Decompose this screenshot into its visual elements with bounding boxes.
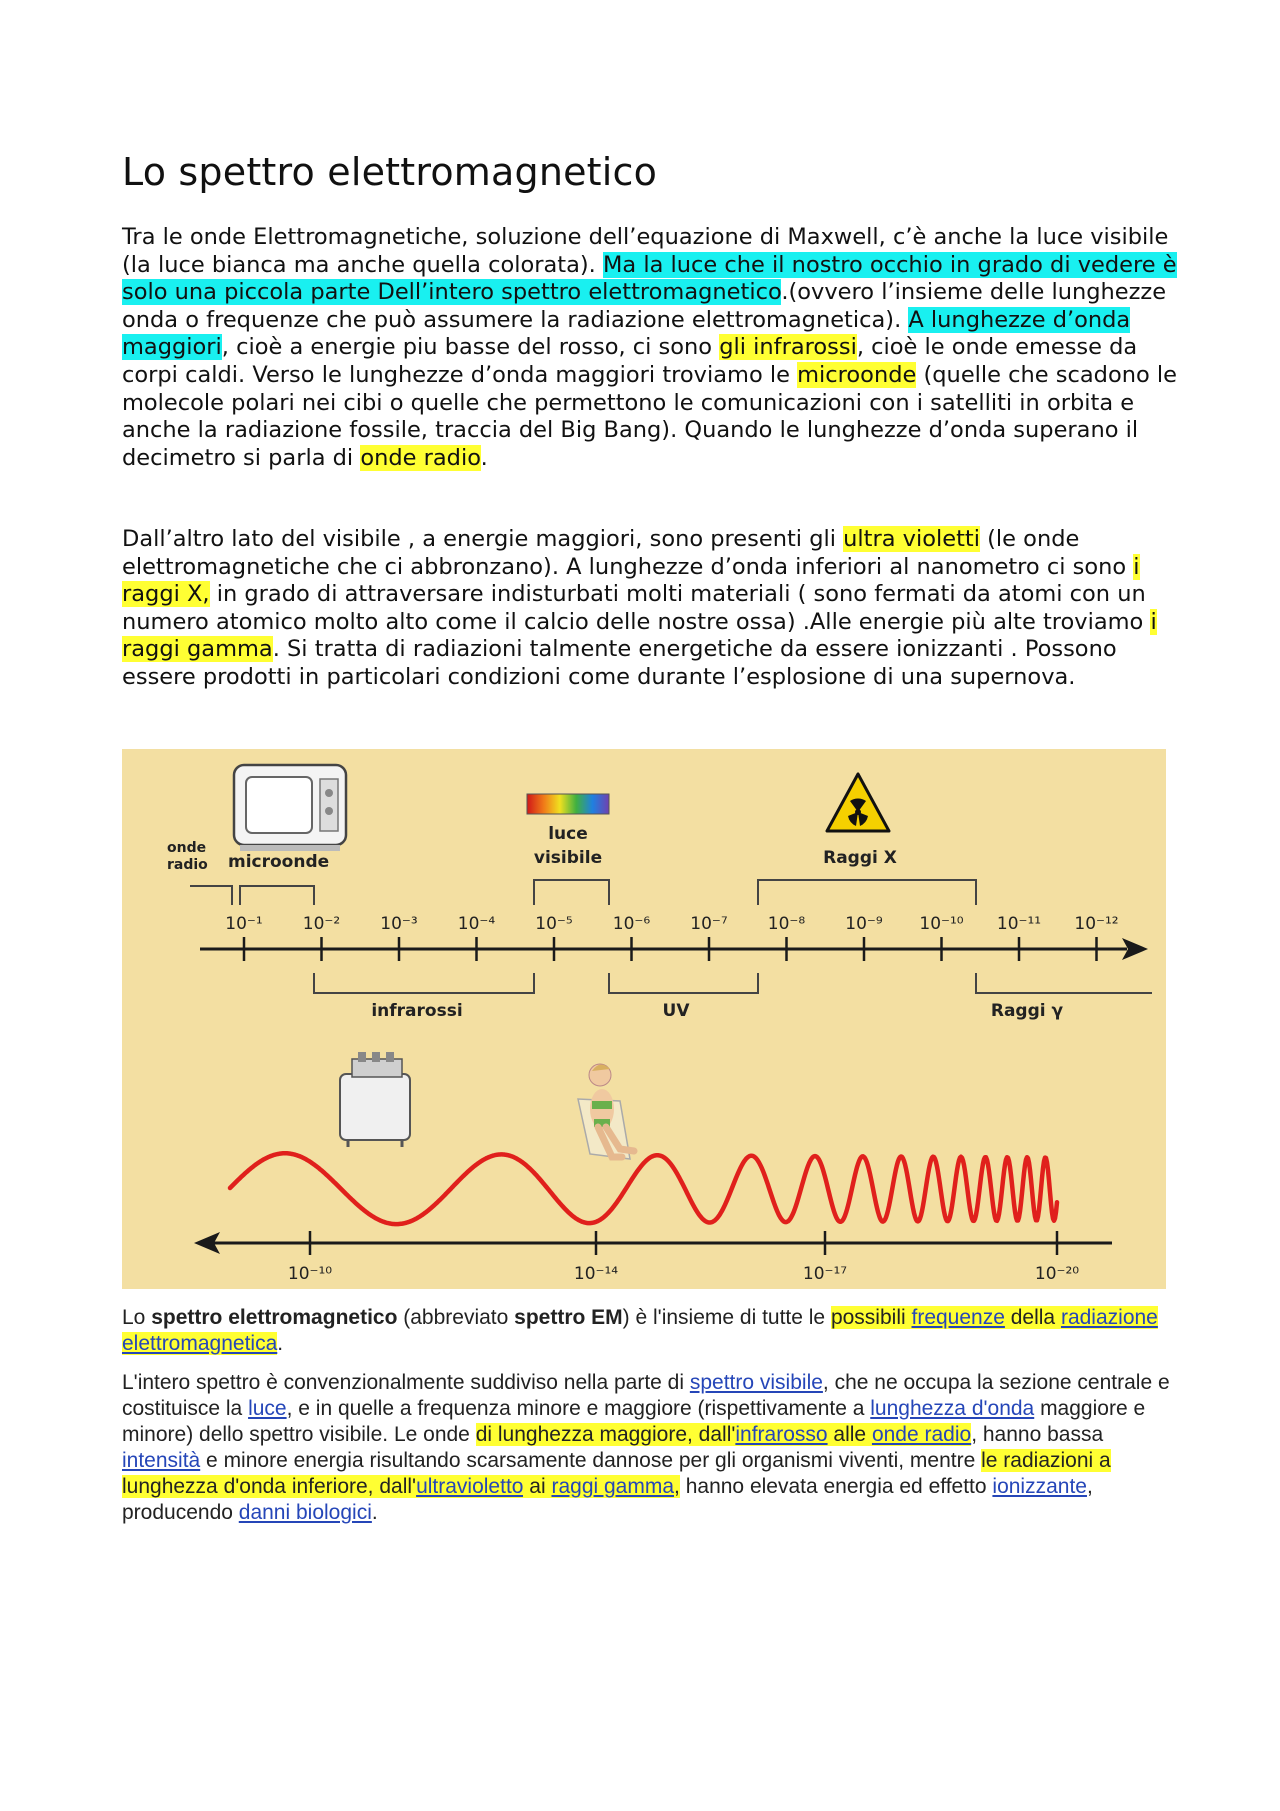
highlight-yellow: ultra violetti: [843, 526, 980, 552]
link-luce[interactable]: luce: [248, 1397, 287, 1420]
highlight-yellow: le radiazioni a lunghezza d'onda inferiore, dall': [122, 1449, 1111, 1498]
link-lunghezza-onda[interactable]: lunghezza d'onda: [870, 1397, 1035, 1420]
link-frequenze[interactable]: frequenze: [911, 1306, 1005, 1329]
top-axis-tick-label: 10⁻¹⁰: [919, 914, 964, 934]
highlight-yellow: onde radio: [360, 444, 481, 471]
top-axis-tick-label: 10⁻²: [302, 914, 341, 934]
top-axis-tick-label: 10⁻⁸: [767, 914, 806, 934]
label-onde-radio-2: radio: [167, 857, 208, 873]
highlight-yellow: i raggi X,: [122, 553, 1140, 608]
top-axis-tick-label: 10⁻⁹: [845, 914, 883, 934]
label-onde-radio-1: onde: [167, 840, 207, 856]
label-luce: luce: [548, 824, 588, 844]
link-infrarosso[interactable]: infrarosso: [735, 1423, 828, 1446]
top-axis-tick-label: 10⁻³: [380, 914, 418, 934]
text-span: e minore energia risultando scarsamente dannose per gli organismi viventi, mentre: [200, 1449, 982, 1472]
link-onde-radio[interactable]: onde radio: [871, 1423, 972, 1446]
bottom-axis-tick-label: 10⁻¹⁷: [802, 1264, 848, 1284]
highlight-yellow: ,: [674, 1475, 680, 1498]
bold-term: spettro elettromagnetico: [151, 1306, 398, 1329]
top-axis-tick-label: 10⁻⁷: [690, 914, 728, 934]
visible-color-bar-icon: [527, 794, 609, 814]
text-span: , e in quelle a frequenza minore e maggiore (rispettivamente a: [286, 1397, 871, 1420]
bottom-axis-tick-label: 10⁻¹⁴: [573, 1264, 619, 1284]
highlight-cyan: A lunghezze d’onda maggiori: [122, 306, 1131, 361]
highlight-yellow: di lunghezza maggiore, dall': [475, 1423, 736, 1446]
text-span: . Si tratta di radiazioni talmente energetiche da essere ionizzanti . Possono essere prodotti in particolari condizioni come durante l’esplosione di una supernova.: [122, 636, 1117, 690]
text-span: Lo: [122, 1306, 152, 1329]
microwave-icon: [234, 765, 346, 851]
label-raggi-gamma: Raggi γ: [990, 1001, 1064, 1021]
top-axis-tick-label: 10⁻⁵: [535, 914, 573, 934]
top-axis-tick-label: 10⁻⁶: [612, 914, 651, 934]
text-span: in grado di attraversare indisturbati molti materiali ( sono fermati da atomi con un numero atomico molto alto come il calcio delle nostre ossa) .Alle energie più alte troviamo: [122, 581, 1151, 635]
text-span: , cioè le onde emesse da corpi caldi. Verso le lunghezze d’onda maggiori troviamo le: [122, 334, 1138, 388]
text-span: (abbreviato: [397, 1306, 515, 1329]
highlight-yellow: alle: [827, 1423, 872, 1446]
bottom-axis-tick-label: 10⁻²⁰: [1034, 1264, 1080, 1284]
text-span: .: [277, 1332, 284, 1355]
highlight-yellow: i raggi gamma: [122, 608, 1157, 663]
text-span: (quelle che scadono le molecole polari nei cibi o quelle che permettono le comunicazioni con i satelliti in orbita e anche la radiazione fossile, traccia del Big Bang). Quando le lunghezze d’onda superano il decimetro si parla di: [122, 361, 1177, 471]
top-axis-tick-label: 10⁻¹¹: [996, 914, 1042, 934]
highlight-yellow: della: [1004, 1306, 1061, 1329]
link-danni-biologici[interactable]: danni biologici: [238, 1501, 372, 1524]
label-infrarossi: infrarossi: [371, 1001, 463, 1021]
top-axis-tick-label: 10⁻⁴: [457, 914, 496, 934]
link-radiazione-elettromagnetica[interactable]: radiazione elettromagnetica: [122, 1306, 1158, 1355]
top-axis-tick-label: 10⁻¹: [225, 914, 263, 934]
text-span: .: [480, 444, 488, 471]
link-raggi-gamma[interactable]: raggi gamma: [551, 1475, 675, 1498]
label-microonde: microonde: [228, 852, 330, 872]
wiki-definition: [122, 1305, 1182, 1357]
text-span: , producendo: [122, 1475, 1093, 1524]
text-span: , che ne occupa la sezione centrale e costituisce la: [122, 1371, 1170, 1420]
spectrum-figure: [122, 749, 1166, 1289]
highlight-yellow: microonde: [797, 361, 917, 388]
highlight-yellow: ai: [523, 1475, 552, 1498]
text-span: Dall’altro lato del visibile , a energie maggiori, sono presenti gli: [122, 526, 844, 552]
label-uv: UV: [662, 1001, 690, 1021]
highlight-yellow: possibili: [830, 1306, 912, 1329]
text-span: , hanno bassa: [971, 1423, 1104, 1446]
text-span: (le onde elettromagnetiche che ci abbronzano). A lunghezze d’onda inferiori al nanometro ci sono: [122, 526, 1134, 580]
link-intensita[interactable]: intensità: [122, 1449, 201, 1472]
text-span: .(ovvero l’insieme delle lunghezze onda o frequenze che può assumere la radiazione elettromagnetica).: [122, 279, 1167, 333]
highlight-yellow: gli infrarossi: [719, 334, 857, 361]
link-ultravioletto[interactable]: ultravioletto: [416, 1475, 524, 1498]
text-span: hanno elevata energia ed effetto: [679, 1475, 993, 1498]
text-span: .: [371, 1501, 378, 1524]
wiki-subdivision: [122, 1370, 1182, 1526]
bold-term: spettro EM: [514, 1306, 623, 1329]
highlight-cyan: Ma la luce che il nostro occhio in grado di vedere è solo una piccola parte Dell’intero spettro elettromagnetico: [122, 251, 1177, 306]
text-span: L'intero spettro è convenzionalmente suddiviso nella parte di: [122, 1371, 690, 1394]
link-ionizzante[interactable]: ionizzante: [992, 1475, 1087, 1498]
text-span: maggiore e minore) dello spettro visibile. Le onde: [122, 1397, 1146, 1446]
paragraph-spectrum-intro: [122, 224, 1182, 472]
label-raggi-x: Raggi X: [823, 848, 897, 868]
page-title: Lo spettro elettromagnetico: [122, 150, 658, 194]
paragraph-high-energy: [122, 526, 1182, 692]
text-span: Tra le onde Elettromagnetiche, soluzione dell’equazione di Maxwell, c’è anche la luce visibile (la luce bianca ma anche quella colorata).: [122, 224, 1169, 278]
link-spettro-visibile[interactable]: spettro visibile: [689, 1371, 823, 1394]
bottom-axis-tick-label: 10⁻¹⁰: [287, 1264, 333, 1284]
label-visibile: visibile: [533, 848, 603, 868]
top-axis-tick-label: 10⁻¹²: [1074, 914, 1119, 934]
text-span: , cioè a energie piu basse del rosso, ci sono: [221, 334, 720, 361]
text-span: ) è l'insieme di tutte le: [622, 1306, 831, 1329]
